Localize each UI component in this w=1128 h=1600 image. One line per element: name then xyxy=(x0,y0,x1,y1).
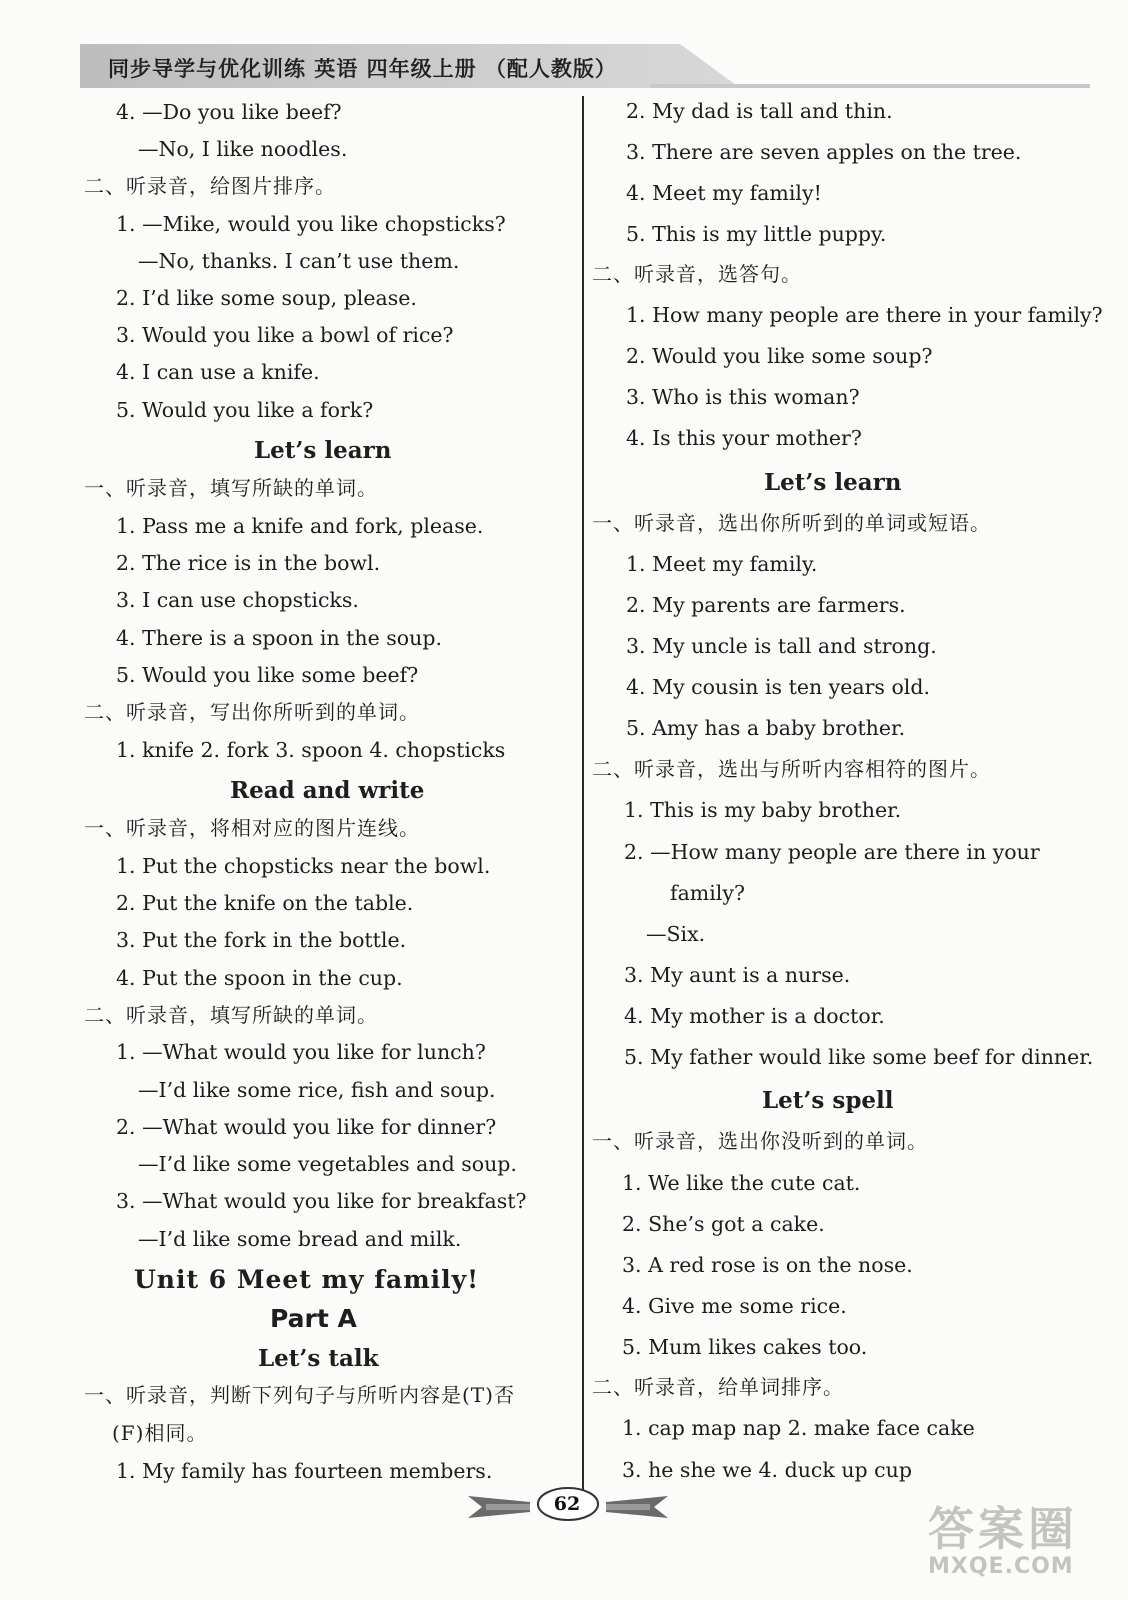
text-line: 2. Put the knife on the table. xyxy=(116,891,414,915)
text-line: 3. Who is this woman? xyxy=(626,385,860,409)
text-line: 1. We like the cute cat. xyxy=(622,1171,861,1195)
section-heading: Let’s learn xyxy=(764,469,902,496)
text-line: —No, I like noodles. xyxy=(138,137,348,161)
text-line: 5. Would you like a fork? xyxy=(116,398,374,422)
text-line: 5. My father would like some beef for dinner. xyxy=(624,1045,1094,1069)
text-line: 5. Would you like some beef? xyxy=(116,663,419,687)
text-line: 2. My dad is tall and thin. xyxy=(626,99,893,123)
book-title: 同步导学与优化训练 英语 四年级上册 （配人教版） xyxy=(108,56,617,81)
text-line: 4. My cousin is ten years old. xyxy=(626,675,930,699)
text-line: 2. —What would you like for dinner? xyxy=(116,1115,497,1139)
section-instruction: 二、听录音，给单词排序。 xyxy=(592,1375,844,1399)
text-line: —Six. xyxy=(646,922,706,946)
section-instruction: 一、听录音，将相对应的图片连线。 xyxy=(84,816,420,840)
text-line: family? xyxy=(670,881,745,905)
page-number: 62 xyxy=(553,1493,581,1515)
text-line: 3. My uncle is tall and strong. xyxy=(626,634,937,658)
text-line: 3. Would you like a bowl of rice? xyxy=(116,323,454,347)
text-line: 2. I’d like some soup, please. xyxy=(116,286,417,310)
text-line: 4. Give me some rice. xyxy=(622,1294,847,1318)
section-instruction: 一、听录音，判断下列句子与所听内容是(T)否 xyxy=(84,1383,515,1407)
text-line: 1. Meet my family. xyxy=(626,552,818,576)
text-line: 4. Is this your mother? xyxy=(626,426,862,450)
text-line: 4. There is a spoon in the soup. xyxy=(116,626,442,650)
text-line: 1. Put the chopsticks near the bowl. xyxy=(116,854,491,878)
text-line: 4. —Do you like beef? xyxy=(116,100,342,124)
section-instruction: 二、听录音，选出与所听内容相符的图片。 xyxy=(592,757,991,781)
text-line: 2. She’s got a cake. xyxy=(622,1212,825,1236)
text-line: 2. My parents are farmers. xyxy=(626,593,906,617)
text-line: 3. A red rose is on the nose. xyxy=(622,1253,913,1277)
text-line: 3. he she we 4. duck up cup xyxy=(622,1458,912,1482)
text-line: 2. The rice is in the bowl. xyxy=(116,551,381,575)
section-heading: Let’s learn xyxy=(254,437,392,464)
text-line: 3. —What would you like for breakfast? xyxy=(116,1189,527,1213)
section-instruction: (F)相同。 xyxy=(112,1421,208,1445)
unit-heading: Unit 6 Meet my family! xyxy=(134,1265,480,1294)
text-line: 2. —How many people are there in your xyxy=(624,840,1040,864)
section-heading: Let’s spell xyxy=(762,1087,894,1114)
text-line: 1. knife 2. fork 3. spoon 4. chopsticks xyxy=(116,738,506,762)
section-instruction: 二、听录音，填写所缺的单词。 xyxy=(84,1003,378,1027)
watermark-url: MXQE.COM xyxy=(928,1554,1074,1579)
section-heading: Read and write xyxy=(230,777,425,804)
section-instruction: 一、听录音，选出你所听到的单词或短语。 xyxy=(592,511,991,535)
text-line: 5. This is my little puppy. xyxy=(626,222,887,246)
header-rule xyxy=(650,84,1090,88)
text-line: 1. This is my baby brother. xyxy=(624,798,902,822)
text-line: 2. Would you like some soup? xyxy=(626,344,933,368)
part-heading: Part A xyxy=(270,1304,357,1333)
section-heading: Let’s talk xyxy=(258,1345,379,1372)
watermark-logo-text: 答案圈 xyxy=(928,1502,1078,1556)
text-line: 4. Put the spoon in the cup. xyxy=(116,966,403,990)
section-instruction: 一、听录音，选出你没听到的单词。 xyxy=(592,1129,928,1153)
text-line: —I’d like some vegetables and soup. xyxy=(138,1152,517,1176)
text-line: 1. —Mike, would you like chopsticks? xyxy=(116,212,506,236)
text-line: 3. I can use chopsticks. xyxy=(116,588,359,612)
text-line: 1. Pass me a knife and fork, please. xyxy=(116,514,484,538)
section-instruction: 二、听录音，给图片排序。 xyxy=(84,174,336,198)
text-line: —I’d like some rice, fish and soup. xyxy=(138,1078,496,1102)
text-line: 4. My mother is a doctor. xyxy=(624,1004,885,1028)
text-line: 3. My aunt is a nurse. xyxy=(624,963,851,987)
text-line: 4. Meet my family! xyxy=(626,181,822,205)
text-line: 5. Amy has a baby brother. xyxy=(626,716,906,740)
section-instruction: 二、听录音，选答句。 xyxy=(592,262,802,286)
text-line: 3. There are seven apples on the tree. xyxy=(626,140,1022,164)
text-line: 1. My family has fourteen members. xyxy=(116,1459,493,1483)
column-divider xyxy=(582,96,584,1496)
text-line: 3. Put the fork in the bottle. xyxy=(116,928,407,952)
section-instruction: 二、听录音，写出你所听到的单词。 xyxy=(84,700,420,724)
text-line: —No, thanks. I can’t use them. xyxy=(138,249,460,273)
watermark xyxy=(928,1502,1078,1579)
text-line: 1. How many people are there in your family? xyxy=(626,303,1103,327)
text-line: —I’d like some bread and milk. xyxy=(138,1227,462,1251)
section-instruction: 一、听录音，填写所缺的单词。 xyxy=(84,476,378,500)
text-line: 4. I can use a knife. xyxy=(116,360,320,384)
text-line: 5. Mum likes cakes too. xyxy=(622,1335,868,1359)
text-line: 1. cap map nap 2. make face cake xyxy=(622,1416,975,1440)
text-line: 1. —What would you like for lunch? xyxy=(116,1040,486,1064)
